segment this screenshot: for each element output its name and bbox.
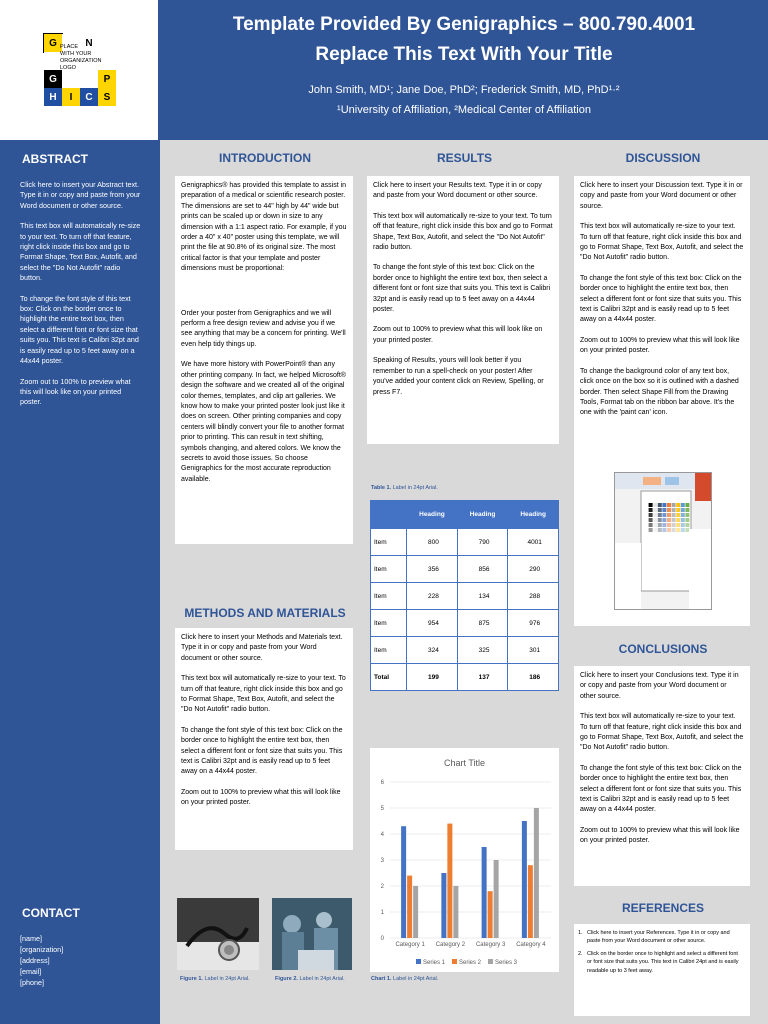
color-swatch (685, 518, 689, 522)
color-swatch (649, 518, 653, 522)
color-swatch (662, 513, 666, 517)
table-cell: 800 (407, 529, 458, 556)
table-cell: 301 (508, 637, 559, 664)
color-swatch (667, 508, 671, 512)
color-swatch (653, 513, 657, 517)
table-row-label: Total (371, 664, 407, 691)
discussion-paragraph: This text box will automatically re-size to your text. To turn off that feature, right click inside this box and go to Format Shape, Text Box, Autofit, and select the "Do Not Autofit" radio button. (580, 223, 744, 262)
table-row-label: Item (371, 610, 407, 637)
color-swatch (653, 503, 657, 507)
color-swatch (644, 503, 648, 507)
color-swatch (676, 523, 680, 527)
results-table (370, 500, 559, 691)
logo-line: PLACE (60, 44, 79, 50)
color-swatch (672, 503, 676, 507)
color-swatch (672, 518, 676, 522)
table-cell: 134 (457, 583, 508, 610)
logo-line: LOGO (60, 65, 76, 71)
discussion-paragraph: To change the font style of this text box: Click on the border once to highlight the entire text box, then select a different font or font size that suits you. This text is Calibri 32pt and is easily read up to 5 feet away on a 44x44 poster. (580, 274, 742, 324)
color-swatch (649, 513, 653, 517)
legend-swatch (416, 959, 421, 964)
conclusions-paragraph: To change the font style of this text box: Click on the border once to highlight the entire text box, then select a different font or font size that suits you. This text is Calibri 32pt and is easily read up to 5 feet away on a 44x44 poster. (580, 764, 742, 814)
figure-2-caption-text: Label in 24pt Arial. (299, 976, 345, 982)
color-swatch (658, 508, 662, 512)
x-tick-label: Category 4 (516, 942, 546, 948)
color-swatch (681, 523, 685, 527)
abstract-paragraph: Click here to insert your Abstract text. Type it in or copy and paste from your Word document or other source. (20, 180, 141, 210)
color-swatch (681, 518, 685, 522)
contact-email: [email] (20, 967, 42, 976)
bar (413, 886, 418, 938)
chart-1-label: Chart 1. (371, 976, 392, 982)
logo-letter-tile: H (44, 88, 62, 106)
introduction-paragraph: Genigraphics® has provided this template to assist in preparation of a medical or scientific research poster. The dimensions are set to 44" high by 44" wide but prints can be scaled up or down in size to any dimension with a 1:1 aspect ratio. For example, if you order a 40" x 40" poster using this template, we will print the file at 90.8% of its original size. The most critical factor is that your template and poster dimensions must be proportional: (181, 182, 347, 273)
table-header-row (371, 501, 559, 529)
color-swatch (685, 528, 689, 532)
methods-heading: METHODS AND MATERIALS (184, 606, 346, 620)
color-swatch (662, 503, 666, 507)
affiliation-list[interactable]: ¹University of Affiliation, ²Medical Center of Affiliation (337, 104, 591, 116)
reference-text: Click on the border once to highlight and select a different font or font size that suits you. This text in Calibri 24pt and is easily readable up to 3 feet away. (587, 950, 739, 974)
chart-title: Chart Title (443, 758, 486, 768)
color-swatch (667, 513, 671, 517)
color-swatch (653, 523, 657, 527)
introduction-heading: INTRODUCTION (219, 151, 311, 165)
methods-paragraph: This text box will automatically re-size to your text. To turn off that feature, right click inside this box and go to Format Shape, Text Box, Autofit, and select the "Do Not Autofit" radio button. (181, 675, 346, 714)
logo-letter-tile: C (80, 88, 98, 106)
left-sidebar (0, 140, 160, 1024)
chart-1-caption (371, 976, 438, 982)
color-swatch (644, 528, 648, 532)
logo-letter-tile: G (44, 70, 62, 88)
color-swatch (667, 518, 671, 522)
color-swatch (681, 513, 685, 517)
table-cell: 356 (407, 556, 458, 583)
table-cell: 324 (407, 637, 458, 664)
color-swatch (667, 528, 671, 532)
table-header-cell: Heading (407, 501, 458, 529)
introduction-paragraph: We have more history with PowerPoint® than any other printing company. In fact, we helped Microsoft® design the software and we created all of the original color themes, templates, and clip art galleries. We know how to make your printed poster look just like it does on screen. Other printing companies and copy centers will blindly convert your file to another format prior to printing. This can result in text shifting, symbols changing, and altered colors. We know the secrets to avoid those issues. So choose Genigraphics for the most accurate reproduction available. (181, 361, 346, 483)
logo-letter-tile: P (98, 70, 116, 88)
shape-fill-screenshot (614, 472, 712, 610)
color-swatch (672, 528, 676, 532)
results-paragraph: To change the font style of this text box: Click on the border once to highlight the entire text box, then select a different font or font size that suits you. This text is Calibri 32pt and is easily read up to 5 feet away on a 44x44 poster. (373, 264, 551, 314)
color-swatch (644, 518, 648, 522)
color-swatch (662, 523, 666, 527)
y-tick-label: 0 (380, 936, 384, 942)
contact-address: [address] (20, 956, 50, 965)
color-swatch (653, 508, 657, 512)
y-tick-label: 3 (380, 858, 384, 864)
color-swatch (676, 528, 680, 532)
table-cell: 875 (457, 610, 508, 637)
results-heading: RESULTS (436, 151, 493, 165)
results-paragraph: This text box will automatically re-size to your text. To turn off that feature, right click inside this box and go to Format Shape, Text Box, Autofit, and select the "Do Not Autofit" radio button. (373, 212, 553, 252)
color-swatch (681, 508, 685, 512)
reference-text: Click here to insert your References. Type it in or copy and paste from your Word document or other source. (587, 930, 730, 945)
discussion-paragraph: To change the background color of any text box, click once on the box so it is outlined with a dashed border. Then select Shape Fill from the Drawing Tools, Format tab on the ribbon bar above. It's the one with the 'paint can' icon. (580, 367, 739, 417)
y-tick-label: 2 (380, 884, 384, 890)
color-swatch (644, 508, 648, 512)
reference-number: 1. (578, 930, 583, 936)
color-swatch (658, 528, 662, 532)
bar (522, 821, 527, 938)
color-swatch (667, 523, 671, 527)
table-cell: 199 (407, 664, 458, 691)
x-tick-label: Category 3 (475, 942, 506, 948)
x-tick-label: Category 1 (395, 942, 425, 948)
surgery-illustration (272, 898, 352, 970)
figure-1-label: Figure 1. (180, 976, 203, 982)
bar-chart (370, 748, 559, 972)
color-swatch (676, 513, 680, 517)
logo-placeholder-text (60, 44, 116, 72)
color-swatch (653, 528, 657, 532)
poster-title-line-1[interactable]: Template Provided By Genigraphics – 800.790.4001 (232, 14, 696, 35)
color-swatch (662, 518, 666, 522)
table-row (371, 637, 559, 664)
results-paragraph: Zoom out to 100% to preview what this will look like on your printed poster. (373, 326, 543, 344)
figure-2-surgery-image (272, 898, 352, 970)
bar (401, 826, 406, 938)
table-header-cell: Heading (508, 501, 559, 529)
table-row-label: Item (371, 556, 407, 583)
author-list[interactable]: John Smith, MD¹; Jane Doe, PhD²; Frederick Smith, MD, PhD¹·² (308, 84, 620, 96)
color-swatch (644, 523, 648, 527)
abstract-paragraph: Zoom out to 100% to preview what this will look like on your printed poster. (20, 376, 131, 407)
conclusions-heading: CONCLUSIONS (618, 642, 708, 656)
references-text-box[interactable] (574, 924, 750, 1016)
abstract-paragraph: To change the font style of this text box: Click on the border once to highlight the entire text box, then select a different font or font size that suits you. This text is Calibri 32pt and is easily read up to 5 feet away on a 44x44 poster. (20, 293, 139, 366)
table-cell: 976 (508, 610, 559, 637)
legend-swatch (452, 959, 457, 964)
methods-text-box[interactable] (175, 628, 353, 850)
bar (528, 865, 533, 938)
y-tick-label: 5 (380, 806, 384, 812)
table-header-cell (371, 501, 407, 529)
logo-letter-tile (80, 70, 98, 88)
results-chart (370, 748, 559, 972)
methods-paragraph: Zoom out to 100% to preview what this will look like on your printed poster. (181, 788, 341, 807)
table-cell: 288 (508, 583, 559, 610)
x-tick-label: Category 2 (435, 942, 466, 948)
table-row (371, 556, 559, 583)
discussion-heading: DISCUSSION (625, 151, 701, 165)
color-swatch (676, 508, 680, 512)
table-1-label: Table 1. (371, 485, 392, 491)
color-swatch (681, 528, 685, 532)
legend-swatch (488, 959, 493, 964)
results-paragraph: Click here to insert your Results text. Type it in or copy and paste from your Word document or other source. (373, 182, 542, 200)
color-swatch (658, 513, 662, 517)
color-swatch (658, 503, 662, 507)
discussion-paragraph: Click here to insert your Discussion text. Type it in or copy and paste from your Word document or other source. (580, 182, 743, 210)
y-tick-label: 4 (380, 832, 384, 838)
introduction-paragraph: Order your poster from Genigraphics and we will perform a free design review and advise you if we see anything that may be a concern for printing. We'll even help tidy things up. (181, 309, 346, 348)
color-swatch (685, 503, 689, 507)
table-cell: 954 (407, 610, 458, 637)
color-swatch (672, 508, 676, 512)
contact-heading: CONTACT (22, 906, 80, 920)
reference-item (578, 950, 744, 975)
color-swatch (672, 513, 676, 517)
discussion-paragraph: Zoom out to 100% to preview what this will look like on your printed poster. (580, 336, 740, 355)
color-swatch (658, 523, 662, 527)
figure-2-caption (275, 976, 345, 982)
color-swatch (672, 523, 676, 527)
table-row (371, 664, 559, 691)
color-swatch (662, 528, 666, 532)
logo-letter-tile: G (44, 34, 62, 52)
color-swatch (685, 513, 689, 517)
table-cell: 137 (457, 664, 508, 691)
logo-letter-tile: I (62, 88, 80, 106)
color-swatch (649, 523, 653, 527)
logo-letter-tile (62, 70, 80, 88)
y-tick-label: 6 (380, 780, 384, 786)
bar (441, 873, 446, 938)
reference-item (578, 929, 744, 946)
table-cell: 290 (508, 556, 559, 583)
legend-label: Series 2 (459, 960, 482, 966)
table-1-caption-text: Label in 24pt Arial. (392, 485, 438, 491)
table-row (371, 529, 559, 556)
color-swatch (658, 518, 662, 522)
table-row (371, 583, 559, 610)
contact-name: [name] (20, 934, 42, 943)
y-tick-label: 1 (380, 910, 384, 916)
table-cell: 856 (457, 556, 508, 583)
contact-list[interactable] (20, 933, 63, 988)
color-swatch (653, 518, 657, 522)
color-swatch (644, 513, 648, 517)
stethoscope-illustration (177, 898, 259, 970)
figure-1-caption (180, 976, 250, 982)
color-swatch (649, 508, 653, 512)
bar (534, 808, 539, 938)
color-swatch (676, 503, 680, 507)
references-heading: REFERENCES (621, 901, 704, 915)
bar (482, 847, 487, 938)
table-cell: 4001 (508, 529, 559, 556)
table-cell: 790 (457, 529, 508, 556)
table-row (371, 610, 559, 637)
table-cell: 325 (457, 637, 508, 664)
figure-1-caption-text: Label in 24pt Arial. (204, 976, 250, 982)
bar (447, 824, 452, 938)
logo-panel (0, 0, 160, 140)
chart-1-caption-text: Label in 24pt Arial. (393, 976, 439, 982)
color-swatch (685, 523, 689, 527)
color-swatch (685, 508, 689, 512)
results-paragraph: Speaking of Results, yours will look better if you remember to run a spell-check on your poster! After you've added your content click on Review, Spelling, or press F7. (373, 357, 544, 396)
reference-number: 2. (578, 950, 583, 957)
legend-label: Series 1 (423, 960, 446, 966)
table-row-label: Item (371, 637, 407, 664)
logo-line: WITH YOUR (60, 51, 92, 57)
table-1-caption (371, 485, 438, 491)
table-row-label: Item (371, 583, 407, 610)
conclusions-text-box[interactable] (574, 666, 750, 886)
table-header-cell: Heading (457, 501, 508, 529)
methods-paragraph: To change the font style of this text box: Click on the border once to highlight the entire text box, then select a different font or font size that suits you. This text is Calibri 32pt and is easily read up to 5 feet away on a 44x44 poster. (181, 726, 343, 776)
color-swatch (676, 518, 680, 522)
abstract-paragraph: This text box will automatically re-size to your text. To turn off that feature, right click inside this box and go to Format Shape, Text Box, Autofit, and select the "Do Not Autofit" radio button. (20, 221, 141, 283)
methods-paragraph: Click here to insert your Methods and Materials text. Type it in or copy and paste from your Word document or other source. (181, 634, 343, 662)
figure-2-label: Figure 2. (275, 976, 298, 982)
table-cell: 186 (508, 664, 559, 691)
contact-phone: [phone] (20, 978, 44, 987)
table-row-label: Item (371, 529, 407, 556)
bar (453, 886, 458, 938)
color-swatch (681, 503, 685, 507)
abstract-heading: ABSTRACT (22, 152, 88, 166)
conclusions-paragraph: Zoom out to 100% to preview what this will look like on your printed poster. (580, 826, 740, 845)
bar (494, 860, 499, 938)
introduction-text-box[interactable] (175, 176, 353, 544)
ribbon-palette-illustration (615, 473, 712, 610)
contact-organization: [organization] (20, 945, 64, 954)
poster-title-line-2[interactable]: Replace This Text With Your Title (315, 44, 613, 65)
legend-label: Series 3 (495, 960, 518, 966)
abstract-text-box[interactable] (20, 180, 142, 418)
bar (488, 891, 493, 938)
poster-header (160, 0, 768, 140)
color-swatch (649, 528, 653, 532)
logo-line: ORGANIZATION (60, 58, 102, 64)
color-swatch (649, 503, 653, 507)
results-text-box[interactable] (367, 176, 559, 444)
table-cell: 228 (407, 583, 458, 610)
color-swatch (662, 508, 666, 512)
conclusions-paragraph: This text box will automatically re-size to your text. To turn off that feature, right click inside this box and go to Format Shape, Text Box, Autofit, and select the "Do Not Autofit" radio button. (580, 713, 744, 752)
logo-letter-tile: N (80, 34, 98, 52)
color-swatch (667, 503, 671, 507)
figure-1-stethoscope-image (177, 898, 259, 970)
bar (407, 876, 412, 938)
conclusions-paragraph: Click here to insert your Conclusions text. Type it in or copy and paste from your Word document or other source. (580, 672, 739, 700)
logo-letter-tile: S (98, 88, 116, 106)
